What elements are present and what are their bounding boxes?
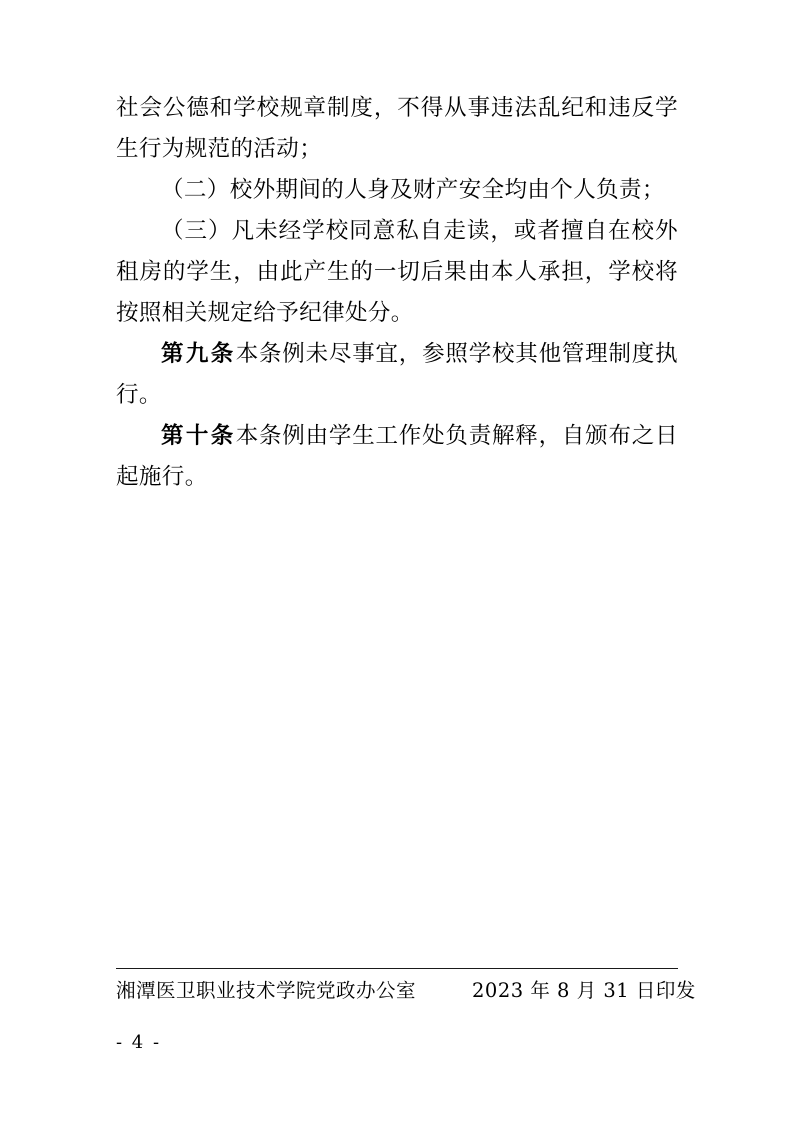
page-number: - 4 - bbox=[116, 1032, 162, 1053]
footer-issuer: 湘潭医卫职业技术学院党政办公室 bbox=[116, 979, 417, 1002]
document-body bbox=[116, 88, 678, 498]
article-ten-label: 第十条 bbox=[161, 423, 236, 449]
footer-issue-date: 2023 年 8 月 31 日印发 bbox=[472, 979, 696, 1002]
paragraph-social-morality: 社会公德和学校规章制度，不得从事违法乱纪和违反学生行为规范的活动； bbox=[116, 95, 678, 162]
paragraph-article-ten bbox=[116, 416, 678, 498]
article-nine-text: 本条例未尽事宜，参照学校其他管理制度执行。 bbox=[116, 341, 678, 408]
paragraph-item-two: （二）校外期间的人身及财产安全均由个人负责； bbox=[161, 177, 665, 203]
paragraph-item-three: （三）凡未经学校同意私自走读，或者擅自在校外租房的学生，由此产生的一切后果由本人承担，学校将按照相关规定给予纪律处分。 bbox=[116, 218, 678, 326]
footer-divider bbox=[116, 968, 678, 969]
article-ten-text: 本条例由学生工作处负责解释，自颁布之日起施行。 bbox=[116, 423, 678, 490]
paragraph-article-nine bbox=[116, 334, 678, 416]
document-footer bbox=[116, 976, 696, 1006]
article-nine-label: 第九条 bbox=[161, 341, 236, 367]
